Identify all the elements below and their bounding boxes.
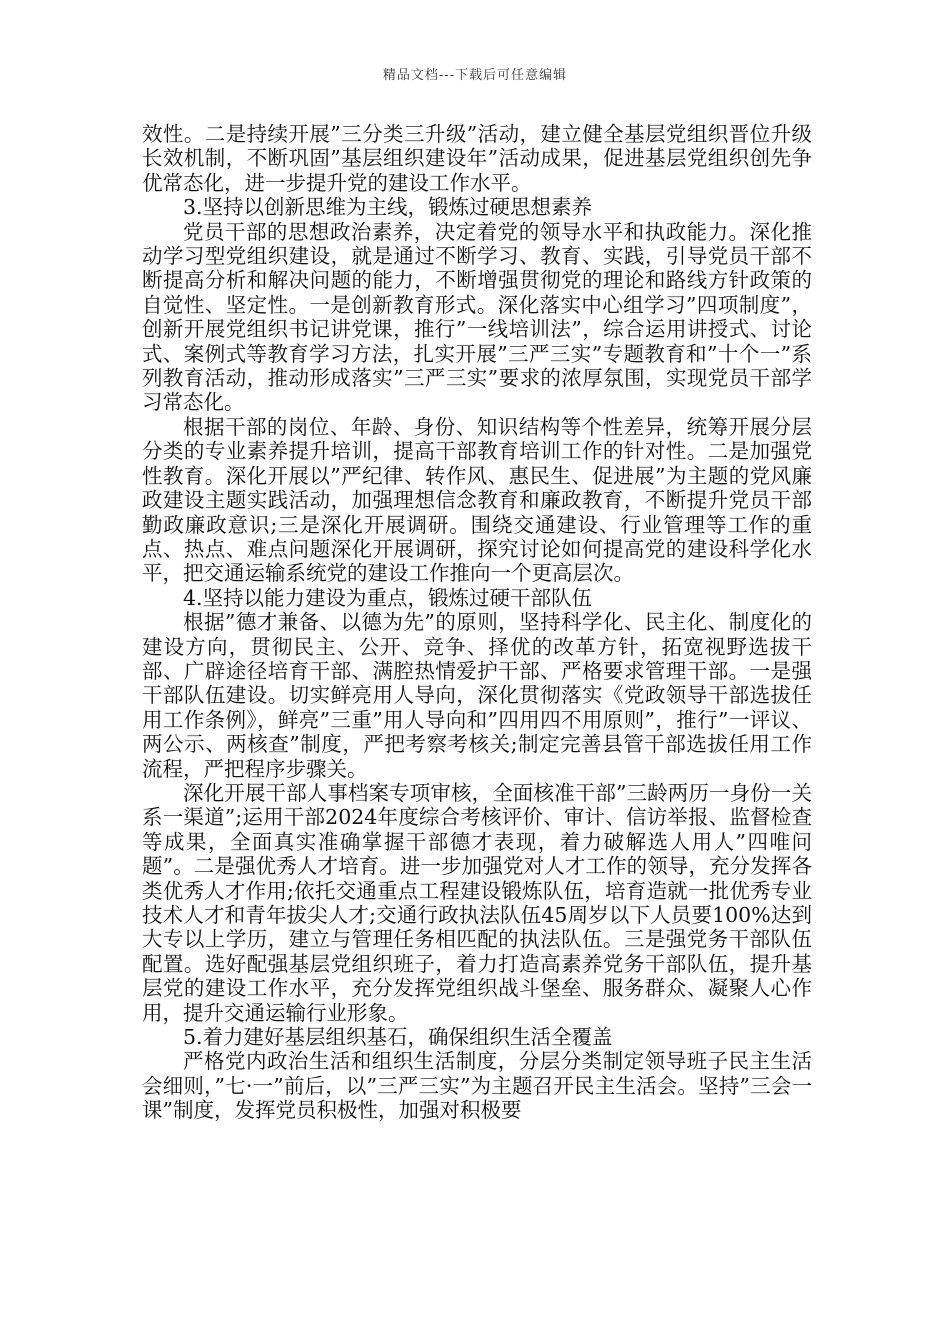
paragraph: 深化开展干部人事档案专项审核，全面核准干部”三龄两历一身份一关系一渠道”;运用干部2024年度综合考核评价、审计、信访举报、监督检查等成果，全面真实准确掌握干部德才表现，着力破解选人用人”四唯问题”。二是强优秀人才培育。进一步加强党对人才工作的领导，充分发挥各类优秀人才作用;依托交通重点工程建设锻炼队伍，培育造就一批优秀专业技术人才和青年拔尖人才;交通行政执法队伍45周岁以下人员要100%达到大专以上学历，建立与管理任务相匹配的执法队伍。三是强党务干部队伍配置。选好配强基层党组织班子，着力打造高素养党务干部队伍，提升基层党的建设工作水平，充分发挥党组织战斗堡垒、服务群众、凝聚人心作用，提升交通运输行业形象。 xyxy=(142,780,812,1025)
page-header: 精品文档---下载后可任意编辑 xyxy=(382,68,568,83)
section-heading-4: 4.坚持以能力建设为重点，锻炼过硬干部队伍 xyxy=(183,585,593,610)
paragraph: 严格党内政治生活和组织生活制度，分层分类制定领导班子民主生活会细则，”七·一”前后，以”三严三实”为主题召开民主生活会。坚持”三会一课”制度，发挥党员积极性，加强对积极要 xyxy=(142,1049,812,1123)
section-heading-3: 3.坚持以创新思维为主线，锻炼过硬思想素养 xyxy=(183,195,593,220)
paragraph-continuation: 效性。二是持续开展”三分类三升级”活动，建立健全基层党组织晋位升级长效机制，不断巩固”基层组织建设年”活动成果，促进基层党组织创先争优常态化，进一步提升党的建设工作水平。 xyxy=(142,122,812,195)
document-body xyxy=(142,122,812,1123)
paragraph: 根据”德才兼备、以德为先”的原则，坚持科学化、民主化、制度化的建设方向，贯彻民主、公开、竞争、择优的改革方针，拓宽视野选拔干部、广辟途径培育干部、满腔热情爱护干部、严格要求管理干部。一是强干部队伍建设。切实鲜亮用人导向，深化贯彻落实《党政领导干部选拔任用工作条例》，鲜亮”三重”用人导向和”四用四不用原则”，推行”一评议、两公示、两核查”制度，严把考察考核关;制定完善县管干部选拔任用工作流程，严把程序步骤关。 xyxy=(142,610,812,781)
section-heading-5: 5.着力建好基层组织基石，确保组织生活全覆盖 xyxy=(183,1025,613,1050)
paragraph: 根据干部的岗位、年龄、身份、知识结构等个性差异，统筹开展分层分类的专业素养提升培训，提高干部教育培训工作的针对性。二是加强党性教育。深化开展以”严纪律、转作风、惠民生、促进展”为主题的党风廉政建设主题实践活动，加强理想信念教育和廉政教育，不断提升党员干部勤政廉政意识;三是深化开展调研。围绕交通建设、行业管理等工作的重点、热点、难点问题深化开展调研，探究讨论如何提高党的建设科学化水平，把交通运输系统党的建设工作推向一个更高层次。 xyxy=(142,414,812,586)
paragraph: 党员干部的思想政治素养，决定着党的领导水平和执政能力。深化推动学习型党组织建设，就是通过不断学习、教育、实践，引导党员干部不断提高分析和解决问题的能力，不断增强贯彻党的理论和路线方针政策的自觉性、坚定性。一是创新教育形式。深化落实中心组学习”四项制度”，创新开展党组织书记讲党课，推行”一线培训法”，综合运用讲授式、讨论式、案例式等教育学习方法，扎实开展”三严三实”专题教育和”十个一”系列教育活动，推动形成落实”三严三实”要求的浓厚氛围，实现党员干部学习常态化。 xyxy=(142,219,812,415)
